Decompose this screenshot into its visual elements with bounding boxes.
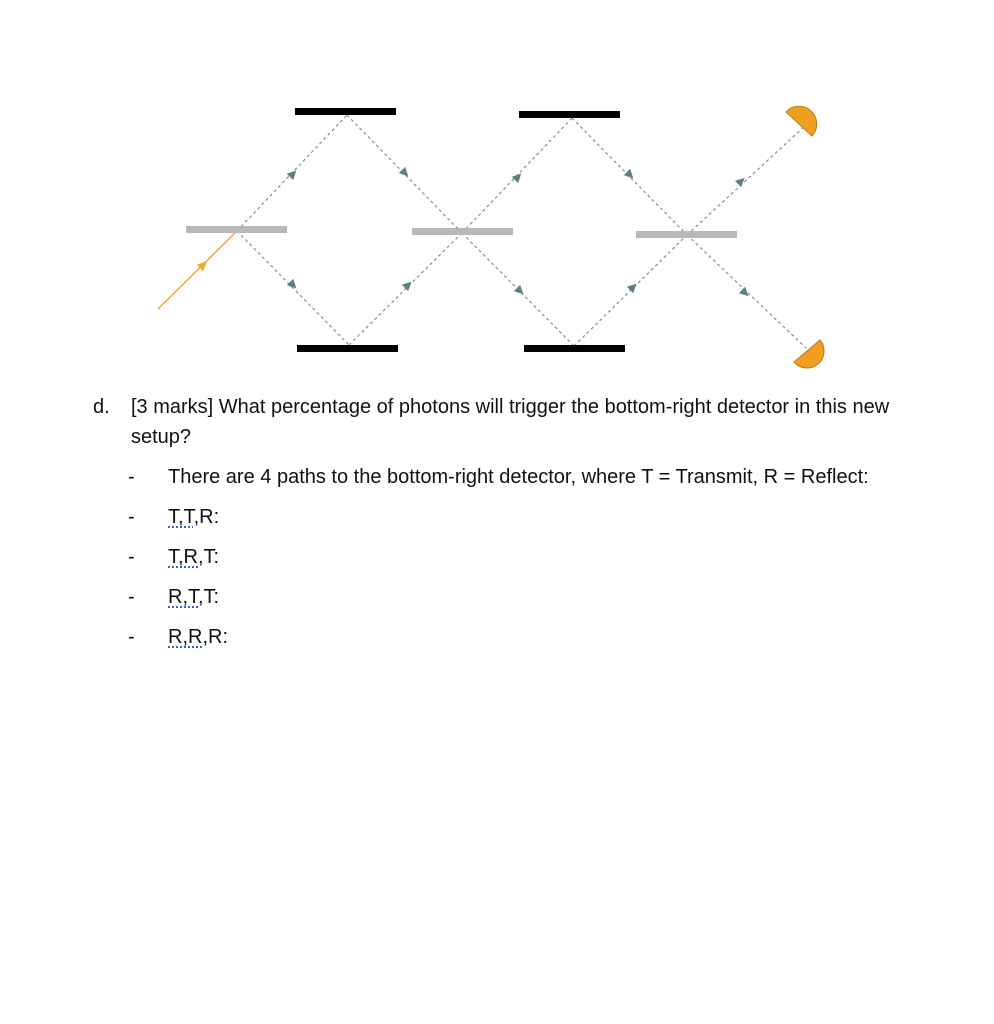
question-text: [3 marks] What percentage of photons will trigger the bottom-right detector in this new setup?: [131, 396, 890, 448]
arrow-icon: [739, 287, 752, 300]
path-suffix: ,R:: [202, 626, 229, 648]
path-item: [128, 502, 888, 532]
mirror-top: [519, 111, 620, 118]
beam-splitter: [636, 231, 737, 238]
beam-path-segment: [687, 124, 807, 235]
beam-splitter: [412, 228, 513, 235]
beam-path-segment: [237, 231, 349, 345]
arrow-icon: [514, 285, 527, 298]
interferometer-diagram: [0, 0, 994, 380]
answer-intro-item: [128, 462, 888, 492]
path-label: T,T: [168, 506, 194, 528]
beam-path-segment: [349, 233, 462, 345]
path-suffix: ,T:: [198, 586, 220, 608]
answer-intro-text: There are 4 paths to the bottom-right detector, where T = Transmit, R = Reflect:: [168, 466, 869, 488]
question-marker: d.: [93, 396, 110, 418]
bullet-dash: -: [128, 546, 135, 568]
arrow-icon: [402, 278, 415, 291]
input-beam: [158, 231, 237, 309]
arrow-icon: [287, 279, 300, 292]
arrow-icon: [627, 280, 640, 293]
path-label: T,R: [168, 546, 198, 568]
bullet-dash: -: [128, 466, 135, 488]
arrow-icon: [512, 170, 525, 183]
path-item: [128, 582, 888, 612]
path-suffix: ,T:: [198, 546, 220, 568]
mirror-top: [295, 108, 396, 115]
bullet-dash: -: [128, 586, 135, 608]
path-label: R,T: [168, 586, 198, 608]
bullet-dash: -: [128, 506, 135, 528]
beam-splitters: [186, 226, 737, 238]
path-item: [128, 542, 888, 572]
beam-splitter: [186, 226, 287, 233]
mirror-bottom: [524, 345, 625, 352]
path-label: R,R: [168, 626, 203, 648]
bottom-right-detector: [794, 340, 824, 368]
bullet-dash: -: [128, 626, 135, 648]
arrow-icon: [624, 169, 637, 182]
arrow-icon: [287, 167, 300, 180]
arrow-icon: [399, 167, 412, 180]
answer-list: [128, 462, 888, 662]
question-d: [93, 392, 953, 452]
path-item: [128, 622, 888, 652]
path-suffix: ,R:: [193, 506, 220, 528]
mirror-bottom: [297, 345, 398, 352]
top-right-detector: [786, 106, 817, 136]
